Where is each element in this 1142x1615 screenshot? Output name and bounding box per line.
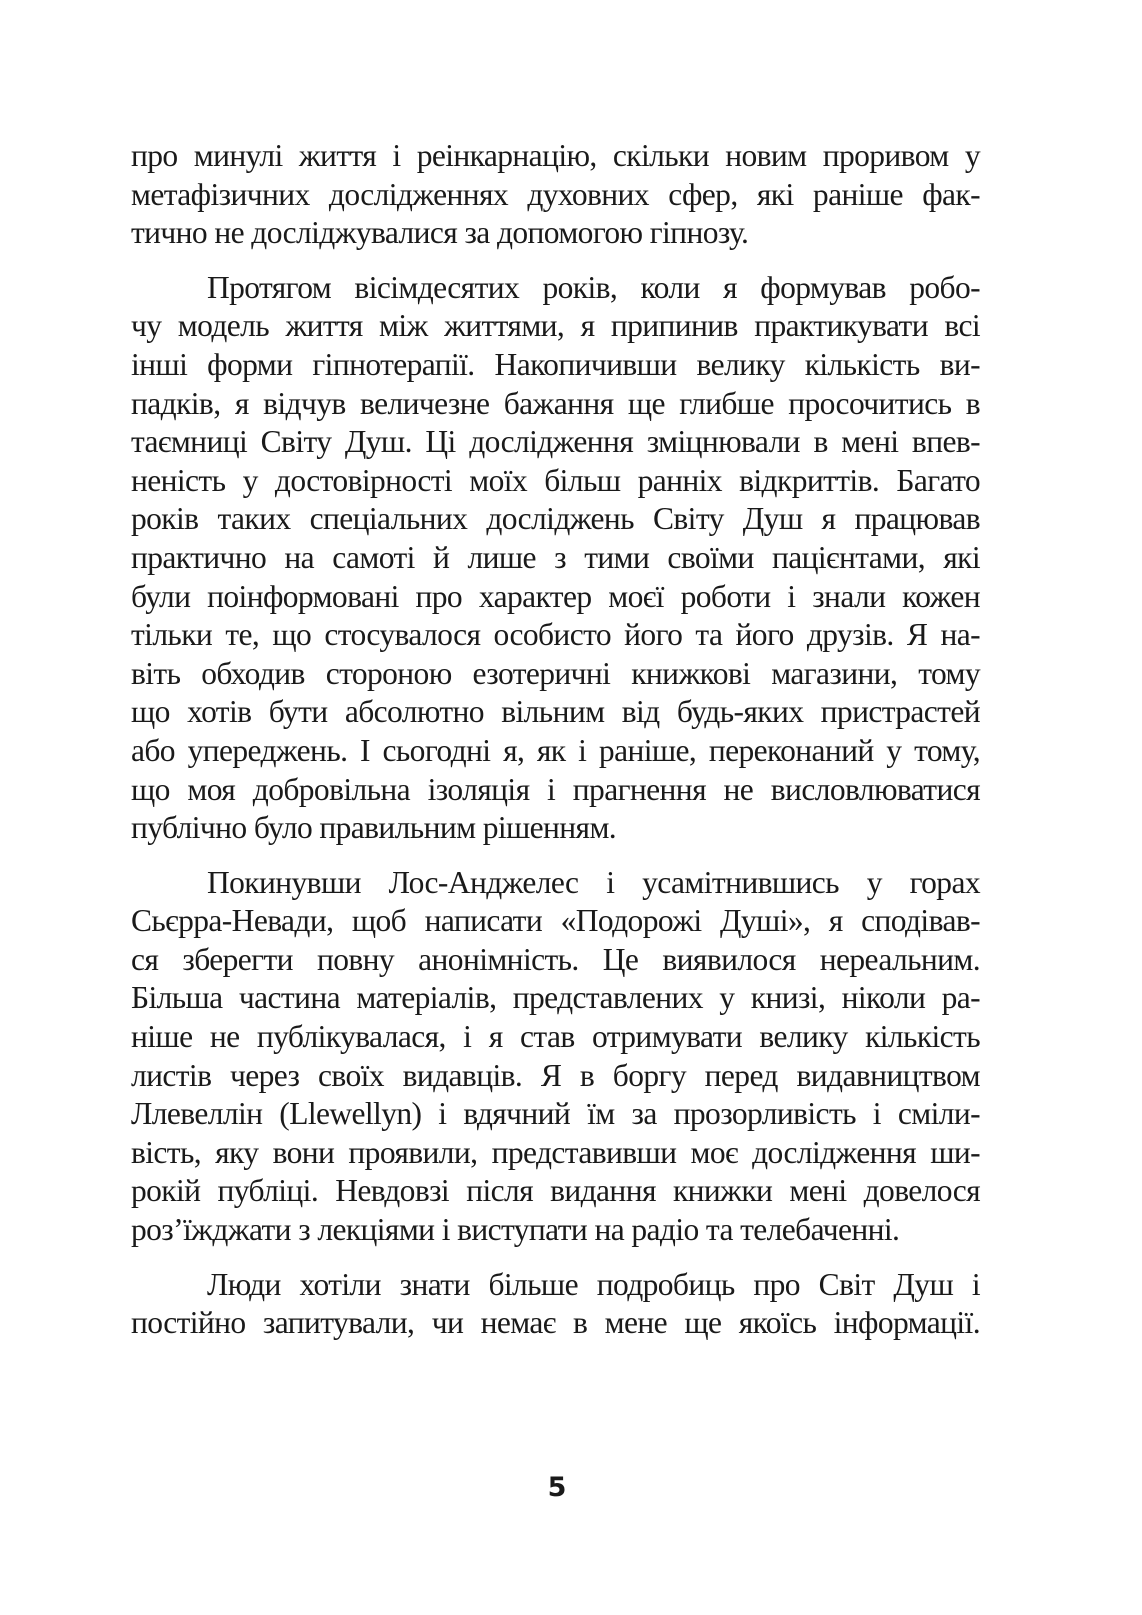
- text-line: постійно запитували, чи немає в мене ще якоїсь інформації.: [131, 1305, 980, 1341]
- paragraph-1: [131, 137, 980, 253]
- text-line: вість, яку вони проявили, представивши моє дослідження ши-: [131, 1134, 980, 1170]
- text-line: чу модель життя між життями, я припинив практикувати всі: [131, 308, 980, 344]
- text-line: Люди хотіли знати більше подробиць про Світ Душ і: [207, 1266, 980, 1302]
- text-line: що хотів бути абсолютно вільним від будь-яких пристрастей: [131, 694, 980, 730]
- page-number: 5: [547, 1472, 567, 1503]
- text-line: тично не досліджувалися за допомогою гіпнозу.: [131, 215, 749, 251]
- text-line: рокій публіці. Невдовзі після видання книжки мені довелося: [131, 1173, 980, 1209]
- text-line: ся зберегти повну анонімність. Це виявилося нереальним.: [131, 941, 980, 977]
- text-line: віть обходив стороною езотеричні книжкові магазини, тому: [131, 655, 980, 691]
- text-line: неність у достовірності моїх більш ранніх відкриттів. Багато: [131, 462, 980, 498]
- text-line: роз’їжджати з лекціями і виступати на радіо та телебаченні.: [131, 1212, 900, 1248]
- text-line: про минулі життя і реінкарнацію, скільки новим проривом у: [131, 138, 980, 173]
- paragraph-2: [131, 269, 980, 848]
- text-line: що моя добровільна ізоляція і прагнення не висловлюватися: [131, 771, 980, 807]
- text-line: ніше не публікувалася, і я став отримувати велику кількість: [131, 1019, 980, 1055]
- text-line: були поінформовані про характер моєї роботи і знали кожен: [131, 578, 980, 614]
- text-line: років таких спеціальних досліджень Світу Душ я працював: [131, 501, 980, 537]
- text-line: практично на самоті й лише з тими своїми пацієнтами, які: [131, 539, 980, 575]
- body-text: [131, 137, 980, 1359]
- text-line: або упереджень. І сьогодні я, як і раніше, переконаний у тому,: [131, 732, 980, 768]
- text-line: метафізичних дослідженнях духовних сфер, які раніше фак-: [131, 176, 980, 212]
- paragraph-4: [131, 1266, 980, 1343]
- text-line: листів через своїх видавців. Я в боргу перед видавництвом: [131, 1057, 980, 1093]
- text-line: тільки те, що стосувалося особисто його та його друзів. Я на-: [131, 617, 980, 653]
- text-line: Більша частина матеріалів, представлених у книзі, ніколи ра-: [131, 980, 980, 1016]
- text-line: інші форми гіпнотерапії. Накопичивши велику кількість ви-: [131, 346, 980, 382]
- text-line: Покинувши Лос-Анджелес і усамітнившись у горах: [207, 864, 980, 900]
- text-line: Протягом вісімдесятих років, коли я формував робо-: [207, 269, 980, 305]
- text-line: публічно було правильним рішенням.: [131, 810, 617, 846]
- paragraph-3: [131, 864, 980, 1250]
- text-line: Ллевеллін (Llewellyn) і вдячний їм за прозорливість і сміли-: [131, 1096, 980, 1132]
- text-line: падків, я відчув величезне бажання ще глибше просочитись в: [131, 385, 980, 421]
- text-line: таємниці Світу Душ. Ці дослідження зміцнювали в мені впев-: [131, 424, 980, 460]
- text-line: Сьєрра-Невади, щоб написати «Подорожі Душі», я сподівав-: [131, 903, 980, 939]
